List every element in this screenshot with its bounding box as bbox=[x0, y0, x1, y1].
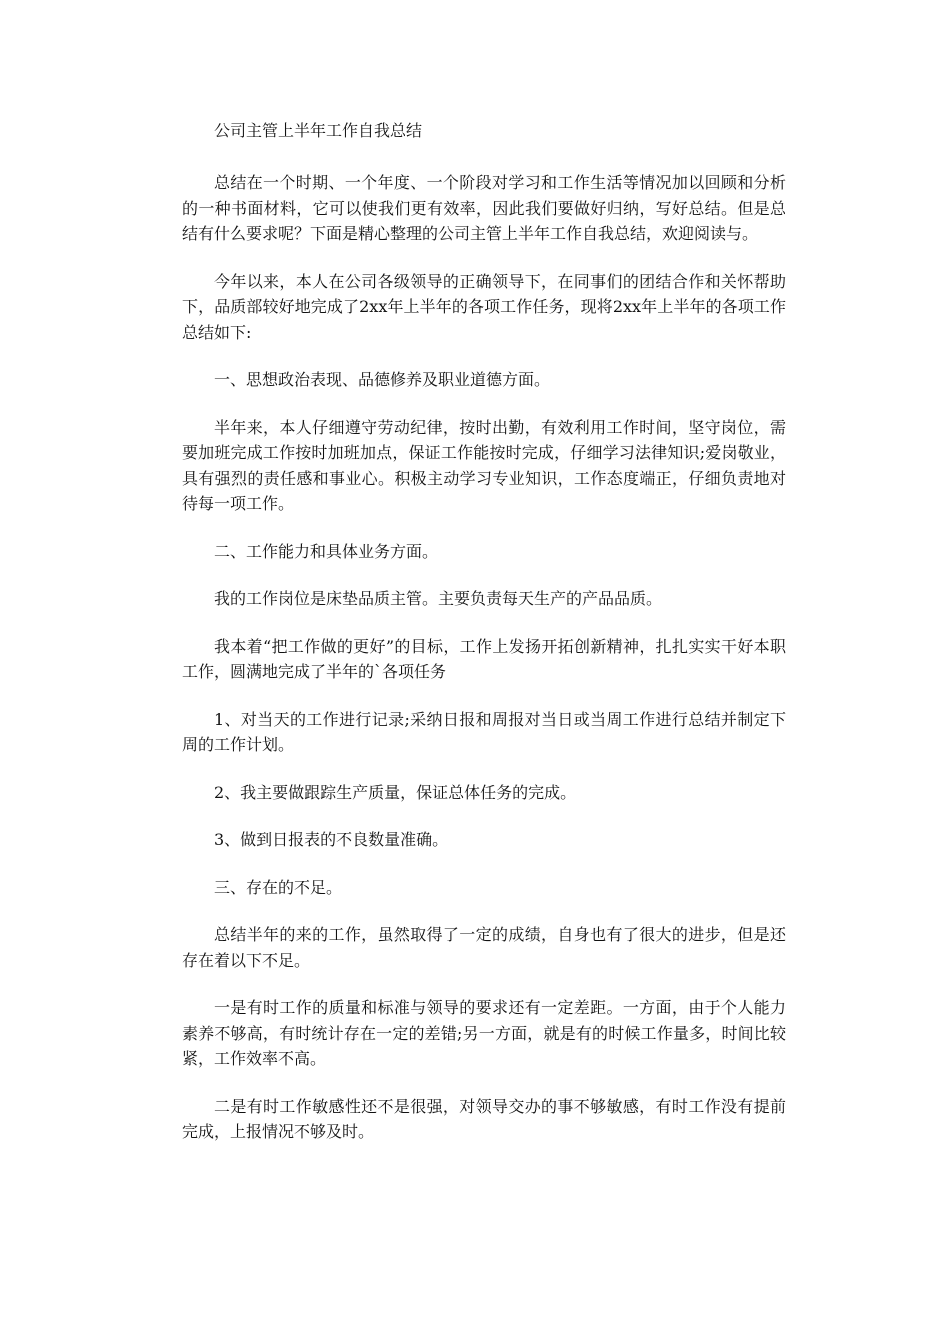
list-item-1: 1、对当天的工作进行记录;采纳日报和周报对当日或当周工作进行总结并制定下周的工作计划。 bbox=[182, 709, 786, 754]
job-description-paragraph: 我的工作岗位是床垫品质主管。主要负责每天生产的产品品质。 bbox=[214, 589, 663, 608]
section-heading-3: 三、存在的不足。 bbox=[214, 877, 343, 897]
list-item-2: 2、我主要做跟踪生产质量，保证总体任务的完成。 bbox=[214, 782, 577, 802]
section-1-paragraph: 半年来，本人仔细遵守劳动纪律，按时出勤，有效利用工作时间，坚守岗位，需要加班完成工作按时加班加点，保证工作能按时完成，仔细学习法律知识;爱岗敬业，具有强烈的责任感和事业心。积极主动学习专业知识，工作态度端正，仔细负责地对待每一项工作。 bbox=[182, 417, 786, 513]
section-heading-1: 一、思想政治表现、品德修养及职业道德方面。 bbox=[214, 370, 551, 389]
shortcoming-2-paragraph: 二是有时工作敏感性还不是很强，对领导交办的事不够敏感，有时工作没有提前完成，上报情况不够及时。 bbox=[182, 1096, 786, 1141]
section-heading-2: 二、工作能力和具体业务方面。 bbox=[214, 541, 439, 561]
intro-paragraph: 总结在一个时期、一个年度、一个阶段对学习和工作生活等情况加以回顾和分析的一种书面材料，它可以使我们更有效率，因此我们要做好归纳，写好总结。但是总结有什么要求呢？下面是精心整理的公司主管上半年工作自我总结，欢迎阅读与。 bbox=[182, 173, 786, 243]
shortcoming-1-paragraph: 一是有时工作的质量和标准与领导的要求还有一定差距。一方面，由于个人能力素养不够高，有时统计存在一定的差错;另一方面，就是有的时候工作量多，时间比较紧，工作效率不高。 bbox=[182, 998, 786, 1068]
goal-paragraph: 我本着“把工作做的更好”的目标，工作上发扬开拓创新精神，扎扎实实干好本职工作，圆满地完成了半年的`各项任务 bbox=[182, 636, 786, 681]
document-page bbox=[182, 118, 786, 1167]
shortcomings-intro-paragraph: 总结半年的来的工作，虽然取得了一定的成绩，自身也有了很大的进步，但是还存在着以下不足。 bbox=[182, 925, 786, 970]
list-item-3: 3、做到日报表的不良数量准确。 bbox=[214, 830, 449, 849]
overview-paragraph: 今年以来，本人在公司各级领导的正确领导下，在同事们的团结合作和关怀帮助下，品质部较好地完成了2xx年上半年的各项工作任务，现将2xx年上半年的各项工作总结如下: bbox=[182, 271, 786, 342]
document-title: 公司主管上半年工作自我总结 bbox=[214, 121, 423, 140]
